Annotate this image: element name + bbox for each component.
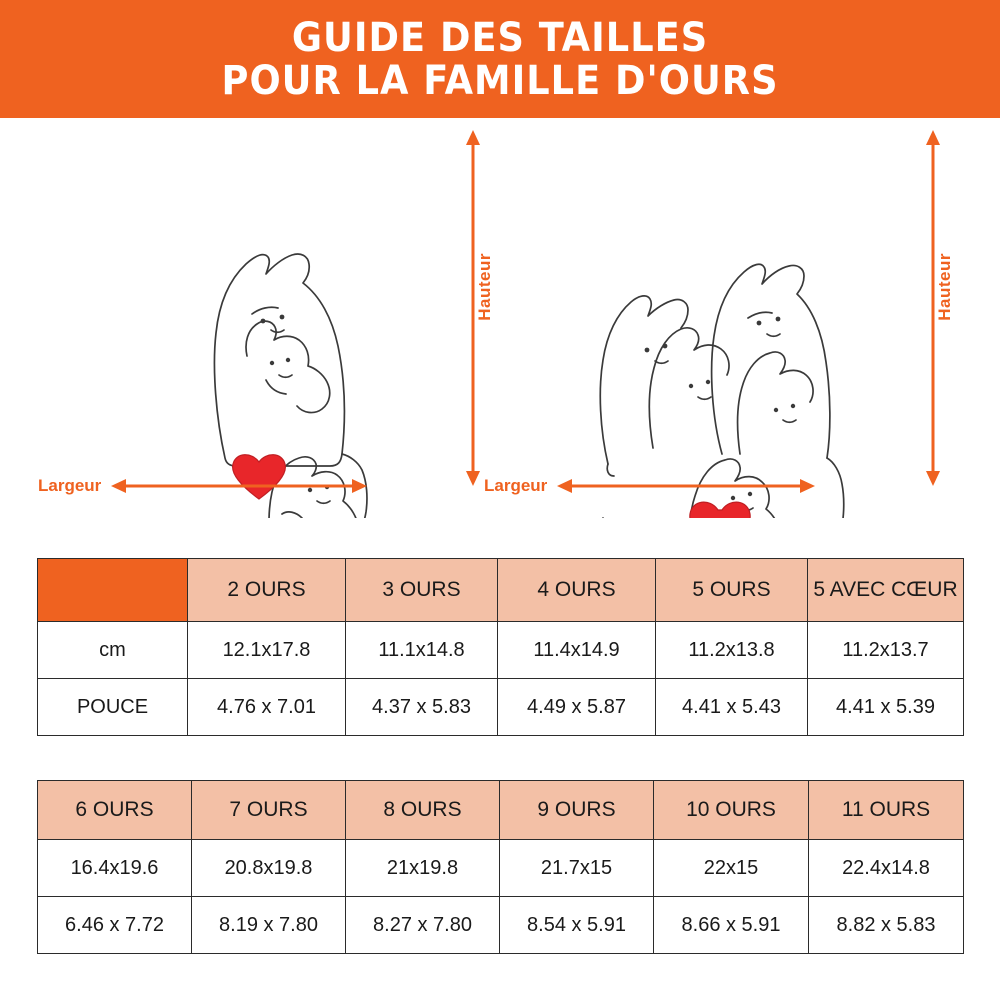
table-cell: 11.1x14.8 bbox=[346, 622, 498, 679]
table-cell: 8.66 x 5.91 bbox=[654, 897, 809, 954]
column-header: 2 OURS bbox=[188, 559, 346, 622]
column-header: 7 OURS bbox=[192, 781, 346, 840]
width-arrow-left bbox=[109, 477, 369, 495]
table-cell: 4.41 x 5.43 bbox=[656, 679, 808, 736]
table-cell: 4.76 x 7.01 bbox=[188, 679, 346, 736]
table-row bbox=[38, 622, 964, 679]
table-cell: 4.49 x 5.87 bbox=[498, 679, 656, 736]
row-label: POUCE bbox=[38, 679, 188, 736]
table-row bbox=[38, 897, 964, 954]
column-header: 9 OURS bbox=[500, 781, 654, 840]
table-row bbox=[38, 840, 964, 897]
page-header bbox=[0, 0, 1000, 118]
row-label: cm bbox=[38, 622, 188, 679]
table-cell: 8.54 x 5.91 bbox=[500, 897, 654, 954]
table-cell: 20.8x19.8 bbox=[192, 840, 346, 897]
table-cell: 16.4x19.6 bbox=[38, 840, 192, 897]
column-header: 3 OURS bbox=[346, 559, 498, 622]
illustration-area bbox=[0, 118, 1000, 548]
table-cell: 8.19 x 7.80 bbox=[192, 897, 346, 954]
table-cell: 21.7x15 bbox=[500, 840, 654, 897]
page-title-line-1: GUIDE DES TAILLES bbox=[291, 14, 709, 61]
table-cell: 4.41 x 5.39 bbox=[808, 679, 964, 736]
table-cell: 11.2x13.8 bbox=[656, 622, 808, 679]
table-cell: 22.4x14.8 bbox=[809, 840, 964, 897]
size-table-small bbox=[37, 558, 964, 736]
table-cell: 11.2x13.7 bbox=[808, 622, 964, 679]
column-header: 8 OURS bbox=[346, 781, 500, 840]
table-cell: 4.37 x 5.83 bbox=[346, 679, 498, 736]
illustration-right bbox=[484, 118, 980, 523]
column-header: 11 OURS bbox=[809, 781, 964, 840]
column-header: 6 OURS bbox=[38, 781, 192, 840]
heart-icon bbox=[690, 502, 750, 518]
column-header: 5 OURS bbox=[656, 559, 808, 622]
table-cell: 21x19.8 bbox=[346, 840, 500, 897]
width-measure-left bbox=[38, 476, 369, 496]
width-label-left: Largeur bbox=[38, 476, 102, 495]
table-cell: 22x15 bbox=[654, 840, 809, 897]
table-cell: 6.46 x 7.72 bbox=[38, 897, 192, 954]
bear-family-2-drawing bbox=[20, 118, 490, 518]
table-header-row bbox=[38, 781, 964, 840]
size-table-large-wrap bbox=[37, 780, 964, 954]
page-title-line-2: POUR LA FAMILLE D'OURS bbox=[221, 58, 779, 104]
column-header: 10 OURS bbox=[654, 781, 809, 840]
table-cell: 12.1x17.8 bbox=[188, 622, 346, 679]
width-measure-right bbox=[484, 476, 817, 496]
width-arrow-right bbox=[555, 477, 817, 495]
column-header: 4 OURS bbox=[498, 559, 656, 622]
table-corner-cell bbox=[38, 559, 188, 622]
width-label-right: Largeur bbox=[484, 476, 548, 495]
table-row bbox=[38, 679, 964, 736]
column-header: 5 AVEC CŒUR bbox=[808, 559, 964, 622]
table-cell: 11.4x14.9 bbox=[498, 622, 656, 679]
height-label-left: Hauteur bbox=[475, 253, 494, 321]
height-label-right: Hauteur bbox=[935, 253, 954, 321]
table-cell: 8.82 x 5.83 bbox=[809, 897, 964, 954]
size-table-large bbox=[37, 780, 964, 954]
illustration-left bbox=[20, 118, 494, 523]
table-header-row bbox=[38, 559, 964, 622]
bear-family-5-drawing bbox=[490, 118, 980, 518]
table-cell: 8.27 x 7.80 bbox=[346, 897, 500, 954]
size-table-small-wrap bbox=[37, 558, 964, 736]
